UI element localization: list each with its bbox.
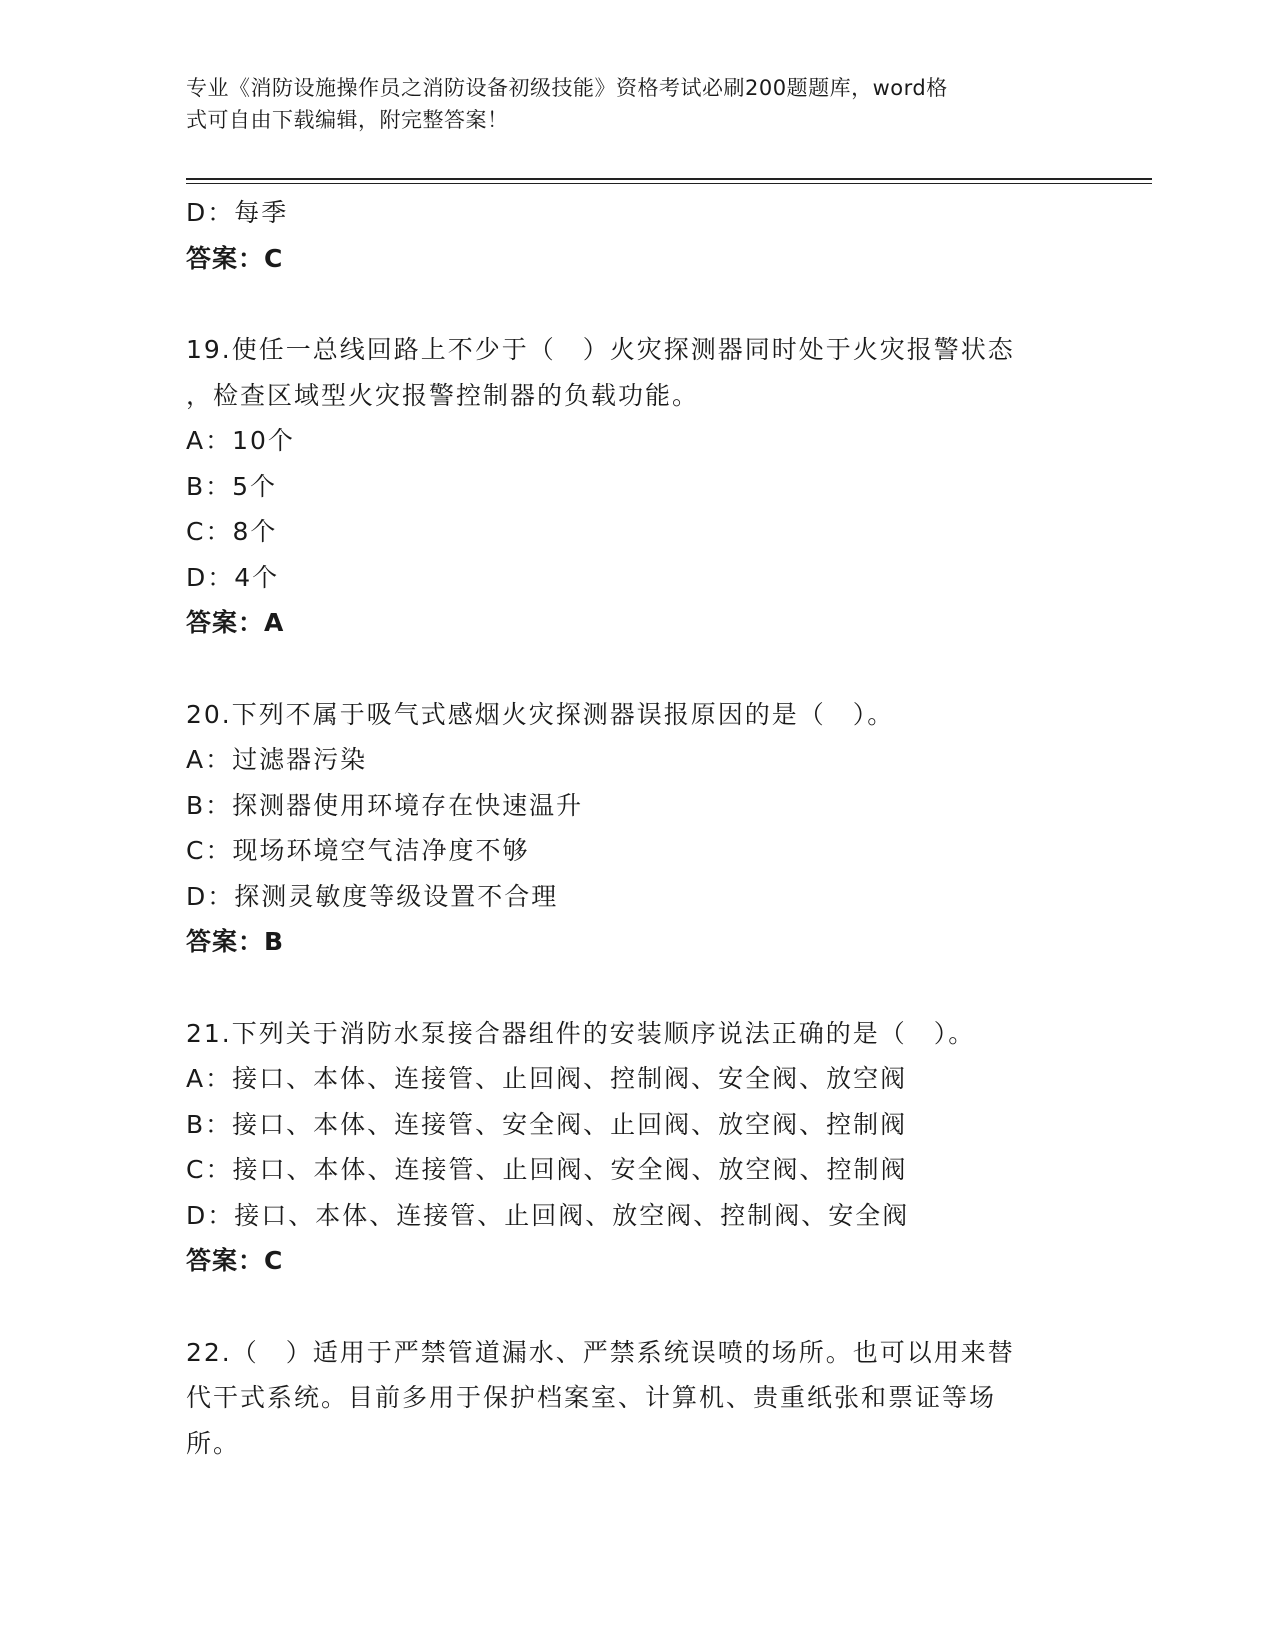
answer: 答案：A [186,608,285,637]
question-text-line: 22.（ ）适用于严禁管道漏水、严禁系统误喷的场所。也可以用来替 [186,1337,1015,1367]
question-text-line: 所。 [186,1428,241,1458]
spacer [186,965,1086,1011]
question-22 [186,1330,1086,1467]
option-a: A：10个 [186,426,295,455]
question-list [186,190,1086,1466]
header-divider-thick [186,178,1152,180]
header-line-2: 式可自由下载编辑，附完整答案！ [186,108,509,132]
answer: 答案：C [186,1246,284,1275]
option-d: D：接口、本体、连接管、止回阀、放空阀、控制阀、安全阀 [186,1200,910,1230]
document-header [186,72,1066,136]
question-20 [186,692,1086,965]
spacer [186,281,1086,327]
question-21 [186,1011,1086,1284]
option-b: B：5个 [186,471,278,501]
spacer [186,646,1086,692]
option-c: C：现场环境空气洁净度不够 [186,836,530,865]
option-b: B：探测器使用环境存在快速温升 [186,790,584,820]
option-a: A：过滤器污染 [186,745,368,774]
option-d: D：4个 [186,562,280,592]
header-divider-thin [186,183,1152,184]
answer: 答案：B [186,927,285,956]
question-text-line: 21.下列关于消防水泵接合器组件的安装顺序说法正确的是（ ）。 [186,1018,976,1048]
option-d: D：每季 [186,198,289,227]
option-d: D：探测灵敏度等级设置不合理 [186,881,559,911]
answer: 答案：C [186,243,284,273]
question-text-line: ，检查区域型火灾报警控制器的负载功能。 [186,380,700,410]
question-text-line: 20.下列不属于吸气式感烟火灾探测器误报原因的是（ ）。 [186,699,895,729]
header-line-1: 专业《消防设施操作员之消防设备初级技能》资格考试必刷200题题库，word格 [186,76,948,100]
question-text-line: 19.使任一总线回路上不少于（ ）火灾探测器同时处于火灾报警状态 [186,335,1015,364]
option-c: C：接口、本体、连接管、止回阀、安全阀、放空阀、控制阀 [186,1155,908,1184]
spacer [186,1284,1086,1330]
question-19 [186,327,1086,646]
option-c: C：8个 [186,517,278,546]
option-b: B：接口、本体、连接管、安全阀、止回阀、放空阀、控制阀 [186,1109,908,1139]
question-text-line: 代干式系统。目前多用于保护档案室、计算机、贵重纸张和票证等场 [186,1383,997,1412]
option-a: A：接口、本体、连接管、止回阀、控制阀、安全阀、放空阀 [186,1064,908,1093]
